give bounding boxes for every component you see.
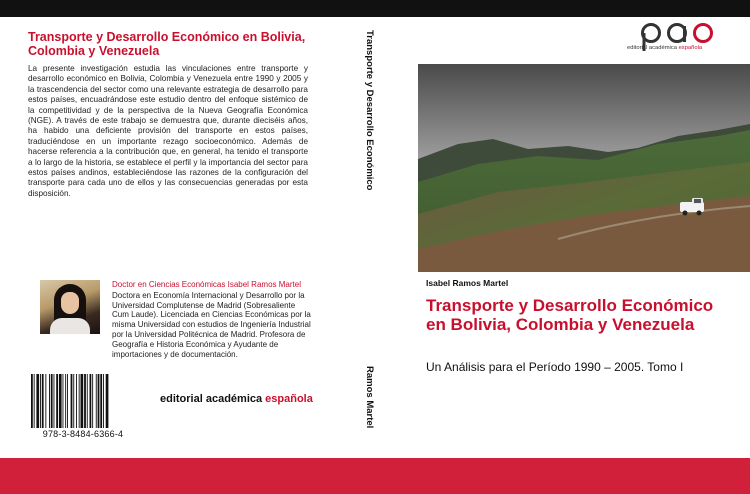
synopsis: La presente investigación estudia las vinculaciones entre transporte y desarrollo económico en Bolivia, Colombia y Venezuela entre 1990 y 2005 y la trascendencia del sector como una relevante estrategia de desarrollo para estos países, encuadrándose este estudio dentro del enfoque sistémico de la competitividad y de la perspectiva de la Nueva Geografía Económica (NGE). A través de este trabajo se demuestra que, durante dieciséis años, ha habido una deficiente provisión del transporte en estos países, traduciéndose en un importante rezago socioeconómico. Además de hacerse referencia a la contribución que, en general, ha tenido el transporte a lo largo de la historia, se establece el perfil y la importancia del sector para estos países andinos, estableciéndose las razones de la configuración del transporte para cada uno de ellos y las consecuencias generadas por esta disposición. [28, 64, 308, 198]
logo-text-prefix: editorial académica [627, 45, 677, 51]
author-photo [40, 280, 100, 334]
author-bio-text: Doctora en Economía Internacional y Desarrollo por la Universidad Complutense de Madrid (Sobresaliente Cum Laude). Licenciada en Ciencias Económicas por la misma Universidad con estudios de Ingeniería Industrial por la Universidad Politécnica de Madrid. Profesora de Geografía e Historia Económica y Ayudante de importaciones y de documentación. [112, 290, 311, 359]
logo-text-accent: española [678, 45, 703, 51]
back-cover [28, 30, 308, 199]
top-band [0, 0, 750, 17]
publisher-accent: española [265, 393, 313, 405]
isbn: 978-3-8484-6366-4 [42, 429, 124, 439]
bottom-band [0, 458, 750, 494]
author-bio [112, 280, 312, 359]
spine-author: Ramos Martel [364, 366, 375, 429]
spine-title: Transporte y Desarrollo Económico [364, 30, 375, 191]
cover-landscape-photo [418, 64, 750, 272]
publisher-imprint-back [160, 393, 313, 405]
barcode-icon [30, 374, 134, 428]
publisher-prefix: editorial académica [160, 393, 263, 405]
front-subtitle: Un Análisis para el Período 1990 – 2005. Tomo I [426, 360, 684, 374]
author-bio-name: Doctor en Ciencias Económicas Isabel Ramos Martel [112, 280, 301, 289]
publisher-logo-text [627, 45, 702, 51]
back-cover-title: Transporte y Desarrollo Económico en Bolivia, Colombia y Venezuela [28, 30, 306, 58]
barcode-block [30, 374, 136, 439]
front-title: Transporte y Desarrollo Económico en Bolivia, Colombia y Venezuela [426, 296, 714, 334]
front-author: Isabel Ramos Martel [426, 278, 509, 288]
